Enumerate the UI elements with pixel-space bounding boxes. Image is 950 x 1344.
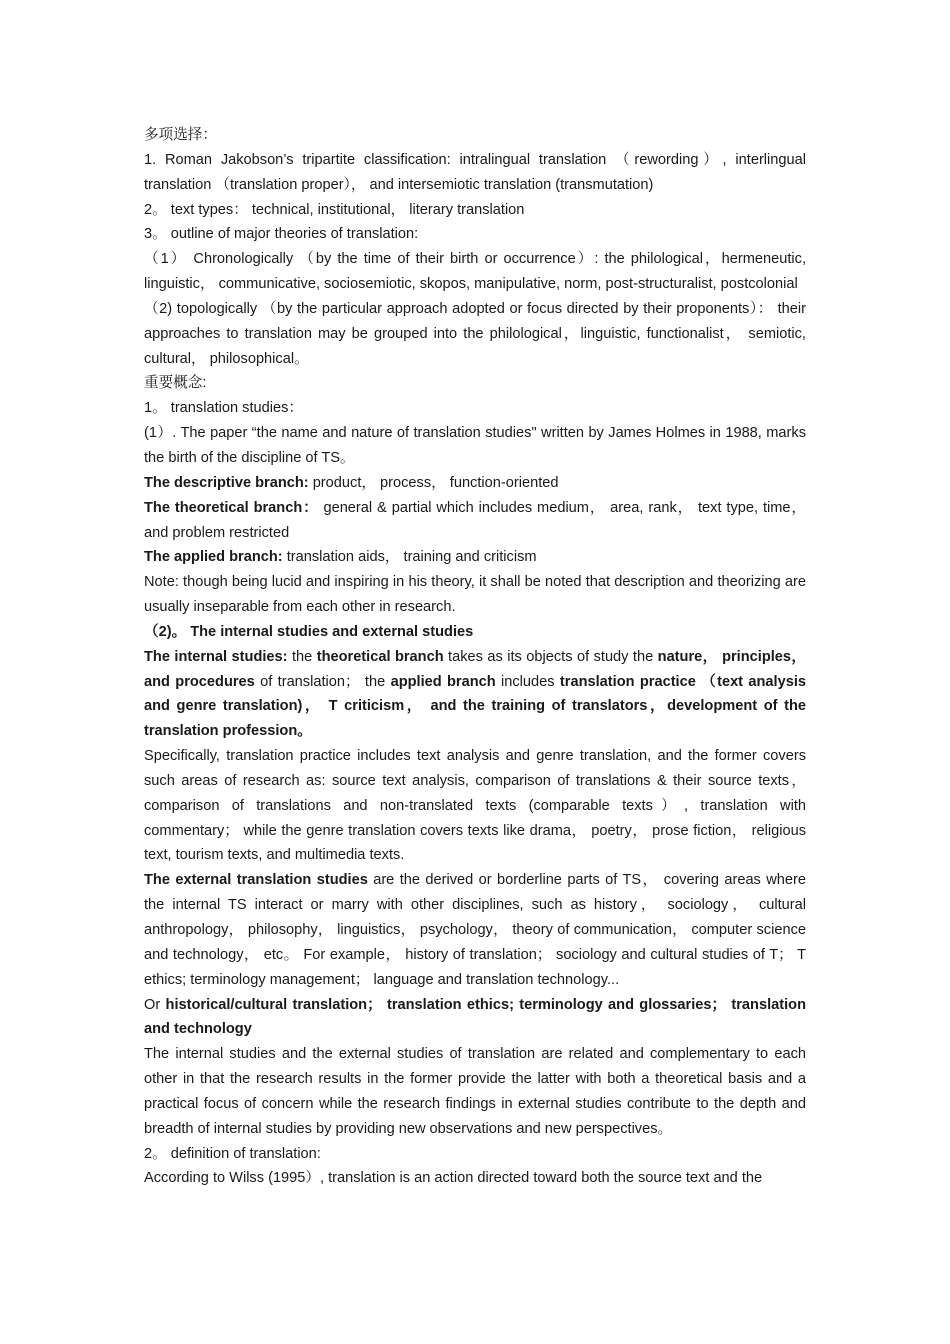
descriptive-branch	[144, 471, 806, 496]
or-paragraph	[144, 993, 806, 1043]
concept-2: 2。 definition of translation:	[144, 1145, 321, 1162]
internal-t1: the	[287, 648, 317, 665]
applied-branch-label: The applied branch:	[144, 549, 283, 566]
applied-branch	[144, 545, 806, 570]
or-bold-list: historical/cultural translation； translation ethics; terminology and glossaries； translation and technology	[144, 996, 806, 1038]
internal-t3: of translation； the	[254, 673, 391, 690]
mc-item-1: 1. Roman Jakobson’s tripartite classification: intralingual translation （rewording）, interlingual translation （translation proper）， and intersemiotic translation (transmutation)	[144, 151, 806, 193]
concept-1-2-heading	[144, 620, 806, 645]
document-page	[144, 123, 806, 1191]
external-studies-text: are the derived or borderline parts of TS， covering areas where the internal TS interact or marry with other disciplines, such as history， sociology， cultural anthropology， philosophy， linguistics， psychology， theory of communication， computer science and technology， etc。 For example， history of translation； sociology and cultural studies of T； T ethics; terminology management； language and translation technology...	[144, 872, 807, 988]
external-studies-paragraph	[144, 868, 806, 992]
mc-item-3-2: （2) topologically （by the particular approach adopted or focus directed by their proponents）： their approaches to translation may be grouped into the philological，linguistic, functionalist， semiotic, cultural， philosophical。	[144, 300, 806, 367]
internal-b5: translation practice （text analysis and genre translation)， T criticism， and the training of translators，development of the translation profession。	[144, 673, 806, 740]
mc-item-3-1: （1） Chronologically （by the time of their birth or occurrence）: the philological，hermeneutic, linguistic， communicative, sociosemiotic, skopos, manipulative, norm, post-structuralist, postcolonial	[144, 251, 806, 293]
internal-t2: takes as its objects of study the	[443, 648, 658, 665]
concept-1-2-heading-text: （2)。 The internal studies and external studies	[144, 623, 474, 640]
internal-studies-paragraph	[144, 645, 806, 744]
internal-b4: applied branch	[390, 673, 496, 690]
applied-branch-text: translation aids， training and criticism	[282, 549, 537, 566]
relation-paragraph: The internal studies and the external studies of translation are related and complementary to each other in that the research results in the former provide the latter with both a theoretical basis and a practical focus of concern while the research findings in external studies contribute to the depth and breadth of internal studies by providing new observations and new perspectives。	[144, 1046, 806, 1137]
heading-multiple-choice: 多项选择：	[144, 127, 217, 143]
internal-b3: nature， principles， and procedures	[144, 648, 807, 690]
concept-1-1: (1）. The paper “the name and nature of translation studies" written by James Holmes in 1988, marks the birth of the discipline of TS。	[144, 425, 806, 466]
wilss-paragraph: According to Wilss (1995）, translation is an action directed toward both the source text and the	[144, 1170, 763, 1187]
or-prefix: Or	[144, 996, 166, 1013]
concept-1: 1。 translation studies：	[144, 400, 303, 417]
theoretical-branch	[144, 496, 806, 546]
internal-b2: theoretical branch	[316, 648, 444, 665]
theoretical-branch-label: The theoretical branch：	[144, 499, 319, 516]
specifically-paragraph: Specifically, translation practice includes text analysis and genre translation, and the former covers such areas of research as: source text analysis, comparison of translations & their source texts， comparison of translations and non-translated texts (comparable texts）, translation with commentary； while the genre translation covers texts like drama， poetry， prose fiction， religious text, tourism texts, and multimedia texts.	[144, 748, 806, 864]
theoretical-branch-text: general & partial which includes medium， area, rank， text type, time， and problem restricted	[144, 499, 806, 541]
internal-t4: includes	[495, 673, 560, 690]
internal-b1: The internal studies:	[144, 648, 288, 665]
descriptive-branch-text: product， process， function-oriented	[308, 474, 559, 491]
mc-item-2: 2。 text types： technical, institutional， literary translation	[144, 201, 525, 218]
descriptive-branch-label: The descriptive branch:	[144, 474, 309, 491]
external-studies-label: The external translation studies	[144, 872, 368, 889]
heading-key-concepts: 重要概念:	[144, 375, 207, 392]
mc-item-3: 3。 outline of major theories of translation:	[144, 226, 419, 243]
note-paragraph: Note: though being lucid and inspiring in his theory, it shall be noted that description and theorizing are usually inseparable from each other in research.	[144, 574, 806, 616]
